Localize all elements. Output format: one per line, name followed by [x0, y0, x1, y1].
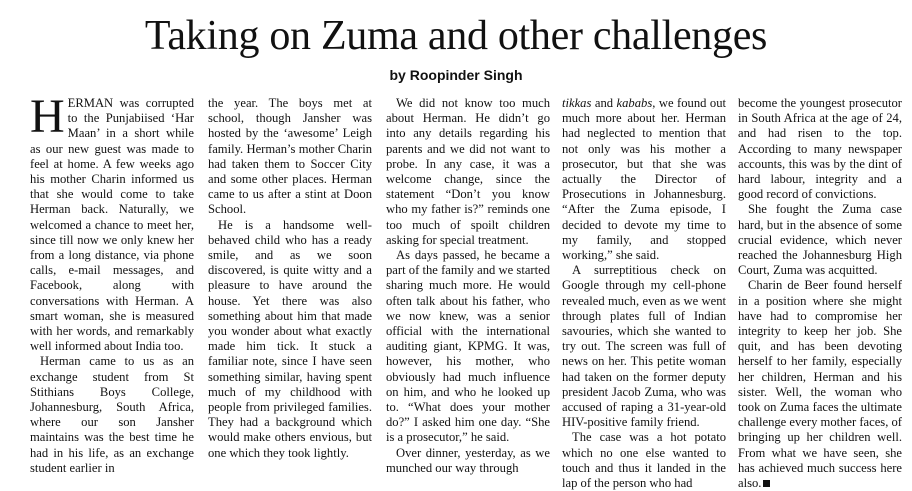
text: , we found out much more about her. Herman had neglected to mention that not only was his mother a prosecutor, but that she was actually the Director of Prosecutions in Johannesburg. “After the Zuma episode, I decided to devote my time to my family, and stopped working,” she said. — [562, 96, 726, 263]
text: and — [591, 96, 617, 110]
end-mark-icon — [763, 480, 770, 487]
column-1 — [30, 90, 194, 475]
article-body — [30, 90, 902, 491]
paragraph: As days passed, he became a part of the family and we started sharing much more. He would often talk about his father, who we now knew, was a senior official with the international auditing giant, KPMG. It was, however, his mother, who obviously had much influence on him, and who he looked up to. “What does your mother do?” I asked him one day. “She is a prosecutor,” he said. — [386, 248, 550, 445]
drop-cap: H — [30, 90, 65, 143]
paragraph: the year. The boys met at school, though Jansher was hosted by the ‘awesome’ Leigh family. Herman’s mother Charin had taken them to Soccer City and some other places. Herman came to us after a stint at Doon School. — [208, 96, 372, 217]
paragraph-text: ERMAN was corrupted to the Punjabiised ‘Har Maan’ in a short while as our new guest was made to feel at home. A few weeks ago his mother Charin informed us that she would come to take Herman back. Naturally, we welcomed a chance to meet her, since till now we only knew her from a long distance, via phone calls, e-mail messages, and Facebook, along with conversations with Herman. A smart woman, she is measured with her words, and remarkably well informed about India too. — [30, 96, 194, 354]
paragraph: become the youngest prosecutor in South Africa at the age of 24, and had risen to the top. According to many newspaper accounts, this was by the dint of hard labour, integrity and a good record of convictions. — [738, 96, 902, 202]
headline: Taking on Zuma and other challenges — [144, 13, 768, 59]
paragraph: She fought the Zuma case hard, but in the absence of some crucial evidence, which never reached the Johannesburg High Court, Zuma was acquitted. — [738, 202, 902, 278]
byline: by Roopinder Singh — [389, 67, 523, 83]
italic-word: tikkas — [562, 96, 592, 110]
paragraph — [738, 278, 902, 491]
paragraph: The case was a hot potato which no one else wanted to touch and thus it landed in the lap of the person who had — [562, 430, 726, 491]
paragraph — [30, 90, 194, 354]
column-4 — [562, 96, 726, 491]
paragraph: We did not know too much about Herman. He didn’t go into any details regarding his parents and we did not want to probe. In any case, it was a welcome change, since the statement “Don’t you know who my father is?” reminds one too much of spoilt children asking for special treatment. — [386, 96, 550, 247]
column-5 — [738, 96, 902, 491]
paragraph: A surreptitious check on Google through my cell-phone revealed much, even as we went through plates full of Indian savouries, which she wanted to try out. The screen was full of news on her. This petite woman had taken on the former deputy president Jacob Zuma, who was accused of raping a 31-year-old HIV-positive family friend. — [562, 263, 726, 430]
paragraph: Herman came to us as an exchange student from St Stithians Boys College, Johannesburg, South Africa, where our son Jansher maintains was the best time he had in his life, as an exchange student earlier in — [30, 354, 194, 475]
paragraph: Over dinner, yesterday, as we munched our way through — [386, 445, 550, 475]
paragraph: He is a handsome well-behaved child who has a ready smile, and as we soon discovered, is quite witty and a pleasure to have around the house. Yet there was also something about him that made you wonder about what exactly made him tick. It stuck a familiar note, since I have seen something similar, having spent much of my childhood with people from privileged families. They had a background which would make others envious, but one which they took lightly. — [208, 217, 372, 460]
italic-word: kababs — [616, 96, 653, 110]
column-3 — [386, 96, 550, 475]
paragraph — [562, 96, 726, 263]
column-2 — [208, 96, 372, 458]
paragraph-text: Charin de Beer found herself in a position where she might have had to compromise her integrity to keep her job. She quit, and has been devoting herself to her family, especially her children, Herman and his sister. Well, the woman who took on Zuma faces the ultimate challenge every mother faces, of bringing up her children well. From what we have seen, she has achieved much success here also. — [738, 278, 902, 491]
